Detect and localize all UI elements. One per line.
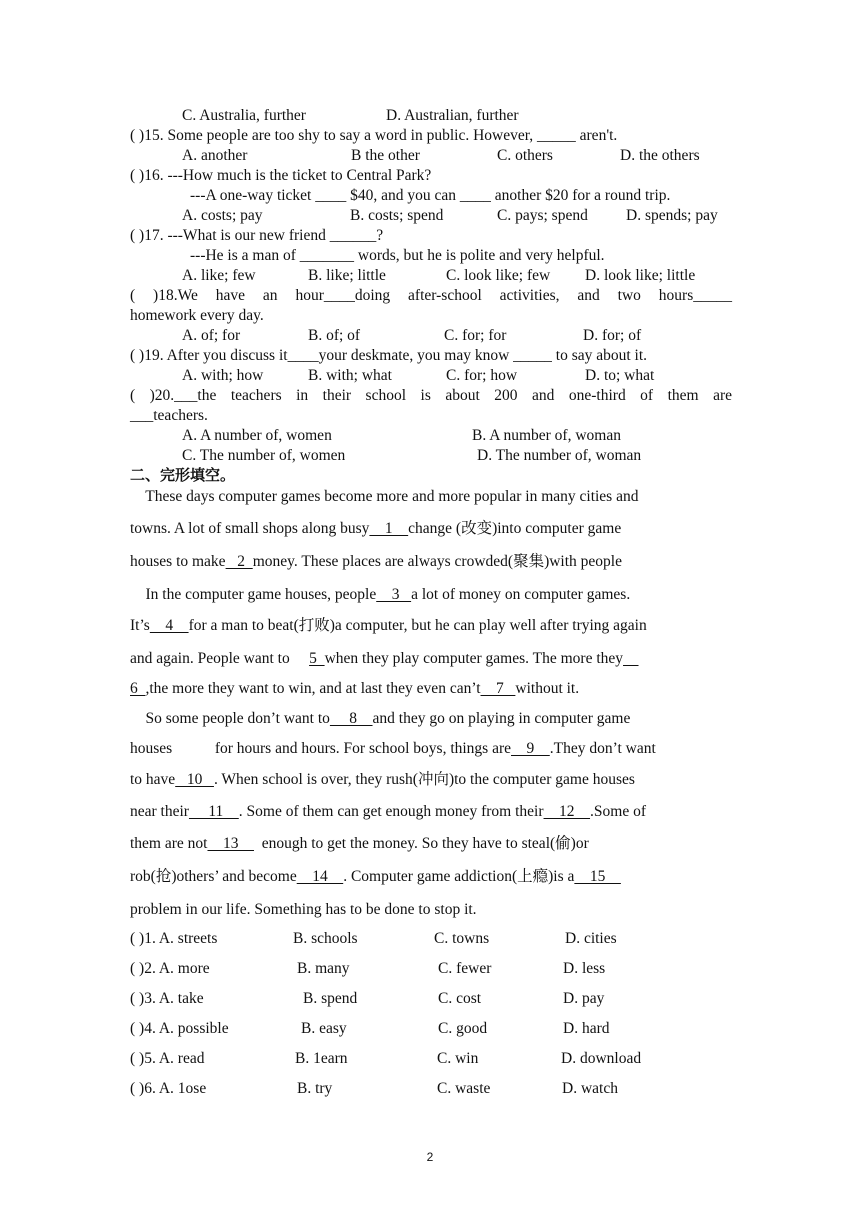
passage-line-14: problem in our life. Something has to be done to stop it.	[130, 901, 477, 918]
q15-option-b: B the other	[351, 147, 420, 164]
blank-4: 4	[149, 617, 189, 634]
blank-15: 15	[574, 868, 621, 885]
passage-line-10: to have 10 . When school is over, they rush(冲向)to the computer game houses	[130, 771, 635, 788]
cloze-6-option-c: C. waste	[437, 1080, 491, 1097]
q19-option-d: D. to; what	[585, 367, 655, 384]
blank-9: 9	[511, 740, 550, 757]
cloze-1-option-b: B. schools	[293, 930, 358, 947]
passage-line-4: In the computer game houses, people 3 a lot of money on computer games.	[130, 586, 631, 603]
passage-line-3: houses to make 2 money. These places are always crowded(聚集)with people	[130, 553, 622, 570]
q15-option-a: A. another	[182, 147, 248, 164]
q20-stem-2: ___teachers.	[130, 407, 208, 424]
passage-line-12: them are not 13 enough to get the money. So they have to steal(偷)or	[130, 835, 589, 852]
passage-line-5: It’s 4 for a man to beat(打败)a computer, but he can play well after trying again	[130, 617, 647, 634]
cloze-3-option-d: D. pay	[563, 990, 605, 1007]
q16-stem-2: ---A one-way ticket ____ $40, and you can ____ another $20 for a round trip.	[190, 187, 671, 204]
passage-line-11: near their 11 . Some of them can get enough money from their 12 .Some of	[130, 803, 646, 820]
q19-option-c: C. for; how	[446, 367, 518, 384]
q17-stem-2: ---He is a man of _______ words, but he is polite and very helpful.	[190, 247, 605, 264]
blank-3: 3	[376, 586, 412, 603]
q18-stem: ( )18.We have an hour____doing after-school activities, and two hours_____	[130, 287, 732, 304]
q18-option-c: C. for; for	[444, 327, 507, 344]
cloze-4-option-d: D. hard	[563, 1020, 610, 1037]
q19-stem: ( )19. After you discuss it____your deskmate, you may know _____ to say about it.	[130, 347, 648, 364]
q16-option-a: A. costs; pay	[182, 207, 263, 224]
q15-option-d: D. the others	[620, 147, 700, 164]
cloze-3-option-a: ( )3. A. take	[130, 990, 204, 1007]
cloze-2-option-a: ( )2. A. more	[130, 960, 210, 977]
blank-8: 8	[329, 710, 373, 727]
cloze-6-option-b: B. try	[297, 1080, 333, 1097]
section-2-title: 二、完形填空。	[130, 466, 236, 484]
blank-5: 5	[309, 650, 325, 667]
q17-option-b: B. like; little	[308, 267, 386, 284]
blank-1: 1	[369, 520, 409, 537]
q20-option-b: B. A number of, woman	[472, 427, 621, 444]
cloze-2-option-b: B. many	[297, 960, 350, 977]
cloze-1-option-d: D. cities	[565, 930, 617, 947]
q18-option-b: B. of; of	[308, 327, 361, 344]
cloze-5-option-b: B. 1earn	[295, 1050, 348, 1067]
blank-12: 12	[543, 803, 591, 820]
passage-line-7: 6 ,the more they want to win, and at last they even can’t 7 without it.	[130, 680, 580, 697]
page-number: 2	[426, 1150, 434, 1164]
cloze-2-option-d: D. less	[563, 960, 606, 977]
cloze-5-option-d: D. download	[561, 1050, 642, 1067]
q20-option-a: A. A number of, women	[182, 427, 332, 444]
cloze-3-option-c: C. cost	[438, 990, 482, 1007]
q15-stem: ( )15. Some people are too shy to say a word in public. However, _____ aren't.	[130, 127, 618, 144]
cloze-6-option-a: ( )6. A. 1ose	[130, 1080, 207, 1097]
cloze-1-option-c: C. towns	[434, 930, 490, 947]
q20-stem: ( )20.___the teachers in their school is about 200 and one-third of them are	[130, 387, 732, 404]
blank-13: 13	[207, 835, 254, 852]
q16-option-d: D. spends; pay	[626, 207, 718, 224]
q16-option-b: B. costs; spend	[350, 207, 444, 224]
cloze-2-option-c: C. fewer	[438, 960, 492, 977]
cloze-4-option-c: C. good	[438, 1020, 488, 1037]
cloze-6-option-d: D. watch	[562, 1080, 618, 1097]
q18-stem-2: homework every day.	[130, 307, 264, 324]
passage-line-6: and again. People want to 5 when they play computer games. The more they	[130, 650, 624, 667]
cloze-4-option-a: ( )4. A. possible	[130, 1020, 229, 1037]
passage-line-1: These days computer games become more and more popular in many cities and	[130, 488, 639, 505]
q20-option-d: D. The number of, woman	[477, 447, 642, 464]
q17-option-a: A. like; few	[182, 267, 256, 284]
cloze-5-option-a: ( )5. A. read	[130, 1050, 205, 1067]
cloze-4-option-b: B. easy	[301, 1020, 347, 1037]
q16-stem: ( )16. ---How much is the ticket to Central Park?	[130, 167, 432, 184]
q16-option-c: C. pays; spend	[497, 207, 588, 224]
cloze-1-option-a: ( )1. A. streets	[130, 930, 218, 947]
q14-option-c: C. Australia, further	[182, 107, 306, 124]
q17-stem: ( )17. ---What is our new friend ______?	[130, 227, 384, 244]
passage-line-9: houses for hours and hours. For school boys, things are 9 .They don’t want	[130, 740, 656, 757]
passage-line-2: towns. A lot of small shops along busy 1 change (改变)into computer game	[130, 520, 622, 537]
q19-option-b: B. with; what	[308, 367, 392, 384]
blank-7: 7	[480, 680, 516, 697]
q18-option-a: A. of; for	[182, 327, 241, 344]
blank-6: 6	[130, 680, 146, 697]
q17-option-d: D. look like; little	[585, 267, 696, 284]
cloze-5-option-c: C. win	[437, 1050, 479, 1067]
q17-option-c: C. look like; few	[446, 267, 551, 284]
blank-2: 2	[225, 553, 253, 570]
blank-14: 14	[296, 868, 344, 885]
q19-option-a: A. with; how	[182, 367, 264, 384]
q18-option-d: D. for; of	[583, 327, 642, 344]
passage-line-8: So some people don’t want to 8 and they go on playing in computer game	[130, 710, 631, 727]
q20-option-c: C. The number of, women	[182, 447, 346, 464]
cloze-3-option-b: B. spend	[303, 990, 358, 1007]
q14-option-d: D. Australian, further	[386, 107, 519, 124]
passage-line-13: rob(抢)others’ and become 14 . Computer game addiction(上瘾)is a 15	[130, 868, 621, 885]
q15-option-c: C. others	[497, 147, 553, 164]
blank-11: 11	[188, 803, 239, 820]
blank-10: 10	[175, 771, 214, 788]
